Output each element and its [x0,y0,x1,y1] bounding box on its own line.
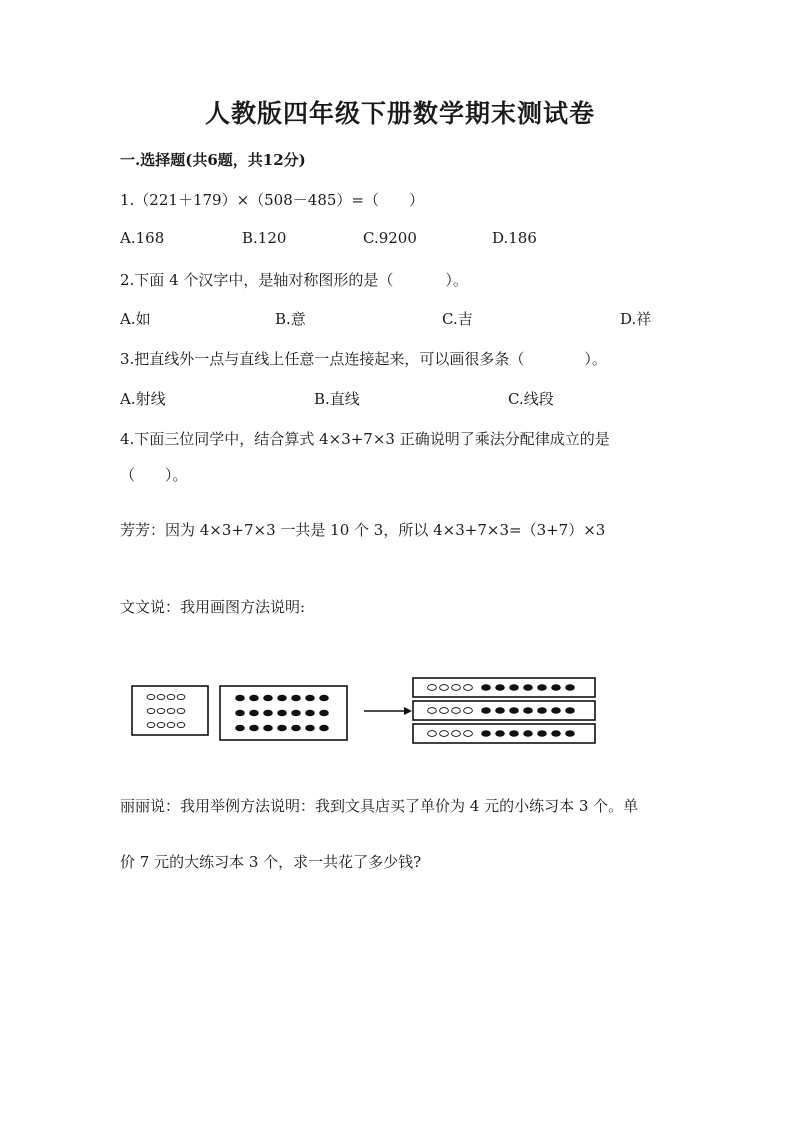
section-title: 一.选择题(共6题，共12分) [120,151,306,169]
open-circle [177,694,185,699]
filled-dot [320,710,329,716]
question-3-option-c[interactable]: C.线段 [508,390,554,408]
filled-dot [552,731,561,737]
question-2-stem-end: ）。 [445,271,468,289]
distributive-law-diagram [118,668,602,748]
fangfang-statement: 芳芳：因为 4×3+7×3 一共是 10 个 3，所以 4×3+7×3=（3+7）×3 [120,521,606,539]
open-circle [147,722,155,727]
question-1-option-b[interactable]: B.120 [242,229,287,247]
right-boxes [413,678,595,743]
question-4-blank-line [120,464,188,485]
arrow-head [404,707,412,715]
filled-dot [538,731,547,737]
filled-dot [510,685,519,691]
filled-dot [306,725,315,731]
filled-dot [306,695,315,701]
lili-statement-line-2: 价 7 元的大练习本 3 个，求一共花了多少钱? [120,853,422,871]
question-3-stem-end: ）。 [584,350,607,368]
question-3-text [120,348,607,369]
open-circle [157,694,165,699]
open-circle [177,722,185,727]
open-circle [147,708,155,713]
question-2-option-b[interactable]: B.意 [275,310,306,328]
question-2-option-c[interactable]: C.吉 [442,310,473,328]
filled-dot [496,731,505,737]
lili-statement-line-1: 丽丽说：我用举例方法说明：我到文具店买了单价为 4 元的小练习本 3 个。单 [120,797,639,815]
filled-dot [278,725,287,731]
open-circle [464,685,473,691]
filled-dot [566,731,575,737]
open-circle [428,731,437,737]
open-circle [464,731,473,737]
filled-dot [250,725,259,731]
filled-dot [482,708,491,714]
question-2-option-d[interactable]: D.祥 [620,310,652,328]
question-4-paren-close: ）。 [165,466,188,484]
filled-dot [552,708,561,714]
open-circle [440,685,449,691]
question-3-option-b[interactable]: B.直线 [314,390,360,408]
filled-dot [264,695,273,701]
open-circle [452,685,461,691]
open-circle [167,722,175,727]
filled-dot [524,685,533,691]
question-2-option-a[interactable]: A.如 [120,310,151,328]
question-4-text: 4.下面三位同学中，结合算式 4×3+7×3 正确说明了乘法分配律成立的是 [120,430,610,448]
filled-dot [250,695,259,701]
open-circle [464,708,473,714]
filled-dot [538,685,547,691]
open-circle [452,731,461,737]
filled-dot [566,685,575,691]
open-circle [157,722,165,727]
left-box-open-circles [147,694,185,727]
open-circle [157,708,165,713]
filled-dot [264,725,273,731]
filled-dot [306,710,315,716]
open-circle [177,708,185,713]
question-1-option-c[interactable]: C.9200 [363,229,417,247]
question-1-text: 1.（221＋179）×（508－485）=（ ） [120,191,424,209]
filled-dot [510,708,519,714]
filled-dot [566,708,575,714]
filled-dot [482,685,491,691]
filled-dot [278,710,287,716]
question-3-stem: 3.把直线外一点与直线上任意一点连接起来，可以画很多条（ [120,350,525,368]
filled-dot [320,725,329,731]
filled-dot [552,685,561,691]
filled-dot [236,725,245,731]
filled-dot [292,695,301,701]
filled-dot [524,731,533,737]
filled-dot [320,695,329,701]
question-1-option-a[interactable]: A.168 [120,229,165,247]
open-circle [440,708,449,714]
question-2-stem: 2.下面 4 个汉字中，是轴对称图形的是（ [120,271,394,289]
filled-dot [524,708,533,714]
question-2-text [120,269,468,290]
page-title: 人教版四年级下册数学期末测试卷 [204,99,595,128]
filled-dot [510,731,519,737]
question-3-option-a[interactable]: A.射线 [120,390,166,408]
question-1-option-d[interactable]: D.186 [492,229,537,247]
question-4-paren-open: （ [120,466,136,484]
open-circle [452,708,461,714]
filled-dot [236,695,245,701]
open-circle [147,694,155,699]
open-circle [440,731,449,737]
filled-dot [264,710,273,716]
open-circle [428,685,437,691]
filled-dot [496,685,505,691]
open-circle [167,708,175,713]
filled-dot [292,710,301,716]
filled-dot [482,731,491,737]
filled-dot [538,708,547,714]
filled-dot [292,725,301,731]
open-circle [428,708,437,714]
middle-box-filled-dots [236,695,329,731]
filled-dot [236,710,245,716]
filled-dot [250,710,259,716]
wenwen-statement: 文文说：我用画图方法说明: [120,598,306,616]
filled-dot [278,695,287,701]
open-circle [167,694,175,699]
filled-dot [496,708,505,714]
